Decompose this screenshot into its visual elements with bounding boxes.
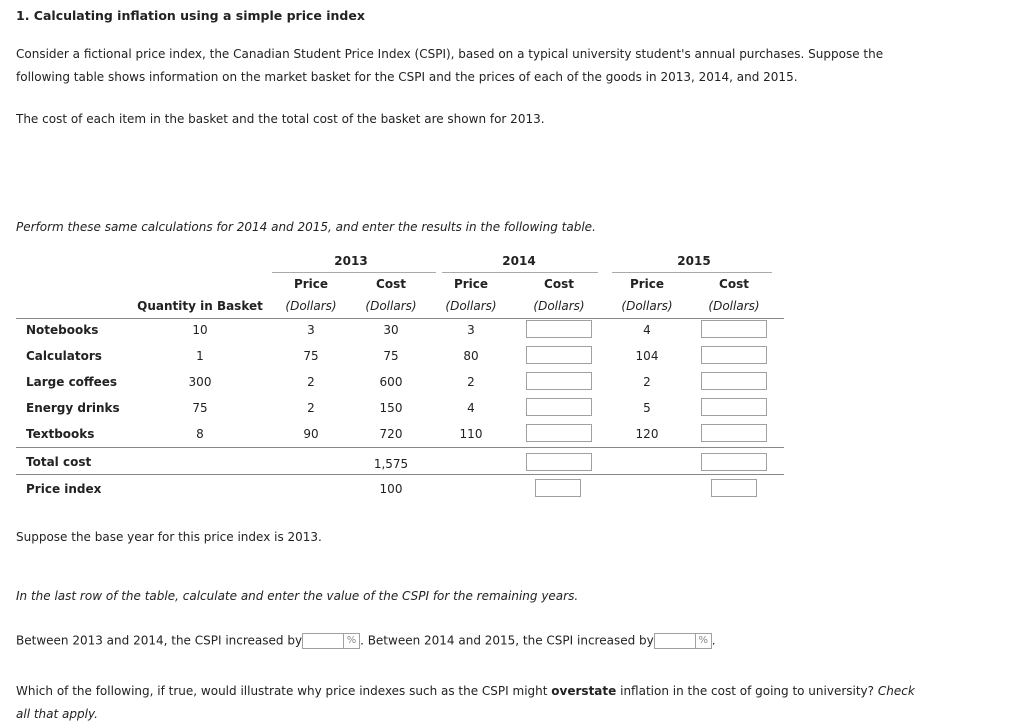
cost-2015-input-large-coffees[interactable] bbox=[701, 372, 767, 390]
cost-2015-input-notebooks[interactable] bbox=[701, 320, 767, 338]
year-2013-underline bbox=[272, 272, 436, 273]
price-2014-header: Price bbox=[453, 277, 489, 291]
row-label-calculators: Calculators bbox=[26, 349, 102, 363]
cost-2013-cell: 30 bbox=[383, 323, 399, 337]
price-2014-cell: 4 bbox=[467, 401, 475, 415]
price-2013-cell: 75 bbox=[303, 349, 319, 363]
intro-paragraph: Consider a fictional price index, the Canadian Student Price Index (CSPI), based on a typical university student's annual purchases. Suppose the following table shows information on the market basket for the CSPI and the prices of each of the goods in 2013, 2014, and 2015. bbox=[16, 47, 884, 84]
question-hint: Check all that apply. bbox=[16, 684, 915, 721]
total-divider-top bbox=[16, 447, 784, 448]
price-2015-cell: 104 bbox=[635, 349, 659, 363]
qty-cell: 1 bbox=[196, 349, 204, 363]
cost-2013-cell: 720 bbox=[379, 427, 403, 441]
price-2014-cell: 80 bbox=[463, 349, 479, 363]
increase-sentence bbox=[16, 633, 716, 649]
year-2015-header: 2015 bbox=[677, 254, 711, 268]
price-2015-unit: (Dollars) bbox=[621, 299, 673, 313]
header-divider bbox=[16, 318, 784, 319]
instruction-text: Perform these same calculations for 2014 and 2015, and enter the results in the following table. bbox=[16, 220, 596, 234]
final-period: . bbox=[711, 633, 716, 648]
price-2013-cell: 3 bbox=[307, 323, 315, 337]
price-2014-cell: 2 bbox=[467, 375, 475, 389]
quantity-header: Quantity in Basket bbox=[137, 299, 263, 313]
cspi-table bbox=[16, 252, 784, 502]
section-title: 1. Calculating inflation using a simple price index bbox=[16, 8, 365, 23]
row-label-textbooks: Textbooks bbox=[26, 427, 95, 441]
price-2013-unit: (Dollars) bbox=[285, 299, 337, 313]
cost-2015-unit: (Dollars) bbox=[708, 299, 760, 313]
last-row-instruction: In the last row of the table, calculate and enter the value of the CSPI for the remaining years. bbox=[16, 589, 579, 603]
year-2015-underline bbox=[612, 272, 772, 273]
increase-2015-input[interactable] bbox=[654, 633, 696, 649]
cost-2014-input-notebooks[interactable] bbox=[526, 320, 592, 338]
cost-2013-cell: 600 bbox=[379, 375, 403, 389]
price-index-2013: 100 bbox=[379, 482, 403, 496]
cost-2015-input-textbooks[interactable] bbox=[701, 424, 767, 442]
row-label-energy-drinks: Energy drinks bbox=[26, 401, 120, 415]
increase-1-prefix: Between 2013 and 2014, the CSPI increased by bbox=[16, 633, 303, 648]
price-index-2014-input[interactable] bbox=[535, 479, 581, 497]
year-2014-header: 2014 bbox=[502, 254, 536, 268]
cost-2014-input-energy-drinks[interactable] bbox=[526, 398, 592, 416]
price-2014-cell: 110 bbox=[459, 427, 483, 441]
price-2013-cell: 2 bbox=[307, 401, 315, 415]
qty-cell: 10 bbox=[192, 323, 208, 337]
qty-cell: 8 bbox=[196, 427, 204, 441]
price-2013-header: Price bbox=[293, 277, 329, 291]
cost-note: The cost of each item in the basket and the total cost of the basket are shown for 2013. bbox=[16, 112, 545, 126]
question-bold: overstate bbox=[551, 684, 617, 698]
total-cost-label: Total cost bbox=[26, 455, 92, 469]
cost-2015-input-energy-drinks[interactable] bbox=[701, 398, 767, 416]
total-cost-2013: 1,575 bbox=[373, 457, 409, 471]
percent-unit-2: % bbox=[696, 633, 712, 649]
price-index-label: Price index bbox=[26, 482, 102, 496]
percent-unit-1: % bbox=[344, 633, 360, 649]
question-suffix: inflation in the cost of going to university? bbox=[620, 684, 875, 698]
qty-cell: 300 bbox=[188, 375, 212, 389]
price-2015-cell: 5 bbox=[643, 401, 651, 415]
cost-2013-cell: 75 bbox=[383, 349, 399, 363]
total-cost-2015-input[interactable] bbox=[701, 453, 767, 471]
question-prefix: Which of the following, if true, would illustrate why price indexes such as the CSPI might bbox=[16, 684, 548, 698]
cost-2015-header: Cost bbox=[719, 277, 749, 291]
price-index-2015-input[interactable] bbox=[711, 479, 757, 497]
price-2015-cell: 120 bbox=[635, 427, 659, 441]
increase-2014-input[interactable] bbox=[302, 633, 344, 649]
cost-2013-unit: (Dollars) bbox=[365, 299, 417, 313]
price-2015-cell: 4 bbox=[643, 323, 651, 337]
cost-2014-input-calculators[interactable] bbox=[526, 346, 592, 364]
cost-2015-input-calculators[interactable] bbox=[701, 346, 767, 364]
price-2014-cell: 3 bbox=[467, 323, 475, 337]
overstate-question bbox=[16, 680, 916, 726]
price-2014-unit: (Dollars) bbox=[445, 299, 497, 313]
qty-cell: 75 bbox=[192, 401, 208, 415]
base-year-note: Suppose the base year for this price index is 2013. bbox=[16, 530, 322, 544]
price-2013-cell: 2 bbox=[307, 375, 315, 389]
total-cost-2014-input[interactable] bbox=[526, 453, 592, 471]
cost-2014-header: Cost bbox=[544, 277, 574, 291]
cost-2013-header: Cost bbox=[376, 277, 406, 291]
total-divider-bottom bbox=[16, 474, 784, 475]
increase-2-prefix: . Between 2014 and 2015, the CSPI increased by bbox=[360, 633, 654, 648]
price-2013-cell: 90 bbox=[303, 427, 319, 441]
row-label-notebooks: Notebooks bbox=[26, 323, 99, 337]
row-label-large-coffees: Large coffees bbox=[26, 375, 118, 389]
year-2013-header: 2013 bbox=[334, 254, 368, 268]
cost-2014-input-textbooks[interactable] bbox=[526, 424, 592, 442]
price-2015-header: Price bbox=[629, 277, 665, 291]
year-2014-underline bbox=[442, 272, 598, 273]
cost-2013-cell: 150 bbox=[379, 401, 403, 415]
price-2015-cell: 2 bbox=[643, 375, 651, 389]
cost-2014-unit: (Dollars) bbox=[533, 299, 585, 313]
cost-2014-input-large-coffees[interactable] bbox=[526, 372, 592, 390]
